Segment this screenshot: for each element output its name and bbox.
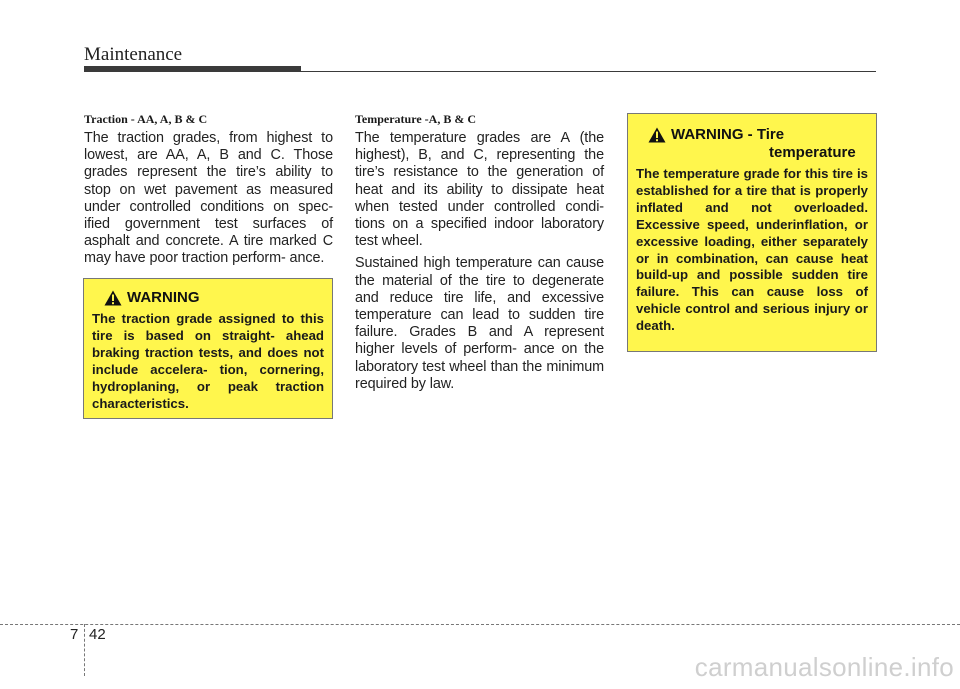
temperature-heading: Temperature -A, B & C [355, 112, 476, 126]
header-bar [84, 66, 301, 72]
footer-divider [84, 624, 85, 676]
header-title: Maintenance [84, 44, 183, 65]
header-rule [301, 71, 876, 72]
chapter-number: 7 [70, 626, 79, 643]
middle-column [355, 112, 604, 398]
traction-paragraph: The traction grades, from highest to lowest, are AA, A, B and C. Those grades represent the tire’s ability to stop on wet pavement as measured under controlled conditions on spec- ified government test surfaces of asphalt and concrete. A tire marked C may have poor traction perform- ance. [84, 130, 333, 267]
temperature-paragraph-1: The temperature grades are A (the highest), B, and C, representing the tire’s resistance to the generation of heat and its ability to dissipate heat when tested under controlled condi- tions on a specified indoor laboratory test wheel. [355, 130, 604, 250]
warning-title-line-2: temperature [769, 144, 856, 161]
warning-text: The traction grade assigned to this tire is based on straight- ahead braking traction tests, and does not include accelera- tion, cornering, hydroplaning, or peak traction characteristics. [92, 311, 324, 411]
warning-text: The temperature grade for this tire is established for a tire that is properly inflated and not overloaded. Excessive speed, underinflation, or excessive loading, either separately or in combination, can cause heat build-up and possible sudden tire failure. This can cause loss of vehicle control and serious injury or death. [636, 166, 868, 334]
warning-title [671, 126, 856, 162]
page-number: 42 [89, 626, 106, 643]
warning-header [92, 289, 324, 307]
warning-header [636, 126, 868, 162]
footer-rule [0, 624, 960, 625]
warning-title: WARNING [127, 289, 200, 306]
traction-heading: Traction - AA, A, B & C [84, 112, 208, 126]
warning-box-traction [83, 278, 333, 419]
warning-triangle-icon [648, 127, 666, 143]
warning-triangle-icon [104, 290, 122, 306]
warning-title-line-1: WARNING - Tire [671, 126, 785, 143]
watermark: carmanualsonline.info [694, 652, 954, 682]
left-column [84, 112, 333, 273]
warning-box-temperature [627, 113, 877, 352]
temperature-paragraph-2: Sustained high temperature can cause the material of the tire to degenerate and reduce tire life, and excessive temperature can lead to sudden tire failure. Grades B and A represent higher levels of perform- ance on the laboratory test wheel than the minimum required by law. [355, 255, 604, 392]
